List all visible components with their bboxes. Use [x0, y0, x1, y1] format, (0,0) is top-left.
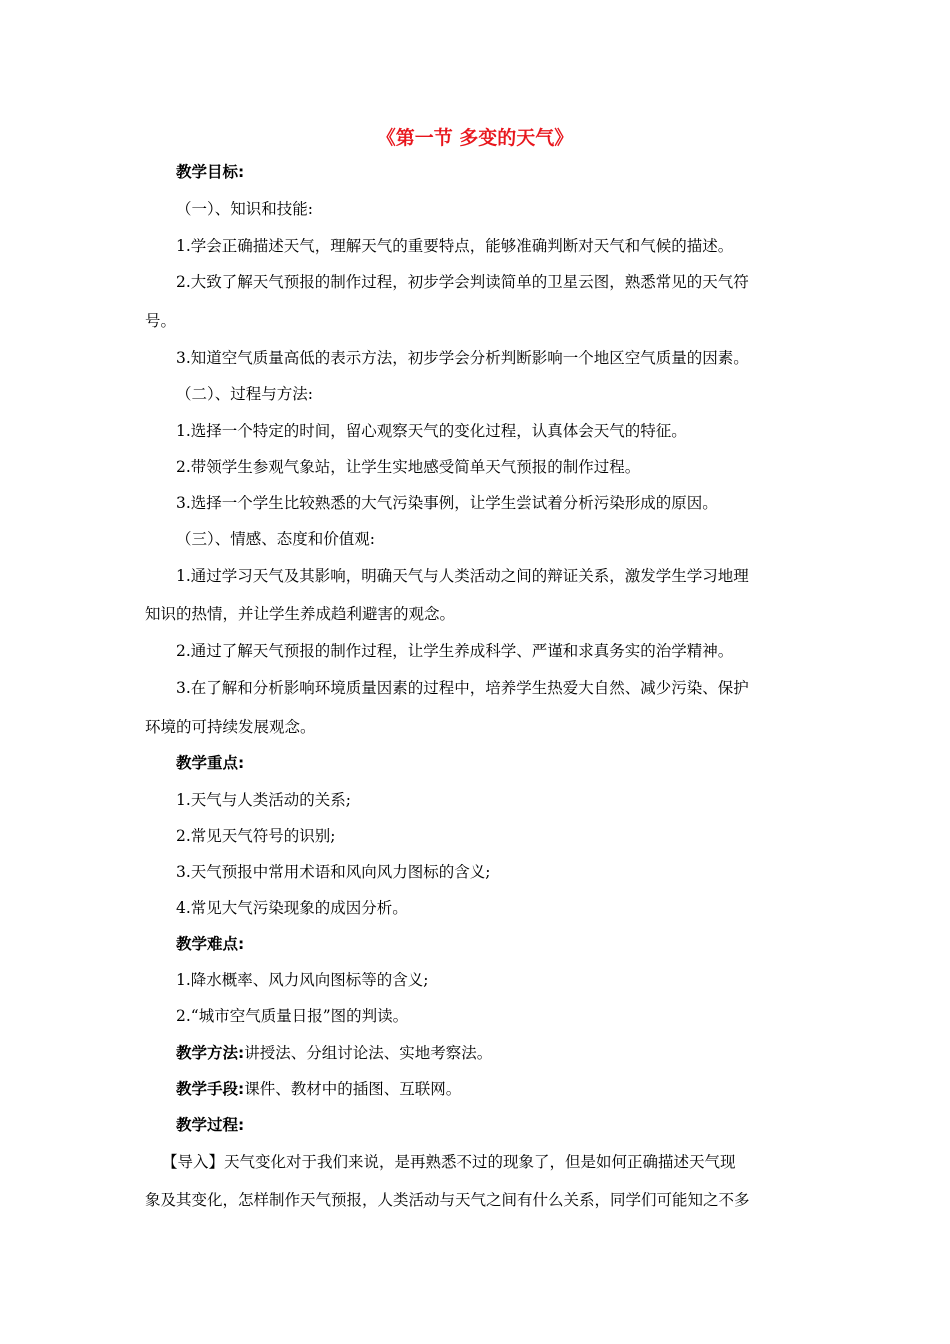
intro-label: 【导入】 — [162, 1153, 225, 1171]
methods-line — [176, 1041, 492, 1065]
intro-text-1: 天气变化对于我们来说，是再熟悉不过的现象了，但是如何正确描述天气现 — [224, 1153, 736, 1171]
knowledge-heading: （一）、知识和技能: — [176, 200, 313, 218]
key-points-heading: 教学重点: — [176, 754, 245, 772]
difficulties-heading: 教学难点: — [176, 935, 245, 953]
knowledge-item-2: 2.大致了解天气预报的制作过程，初步学会判读简单的卫星云图，熟悉常见的天气符 — [176, 273, 749, 291]
values-item-1: 1.通过学习天气及其影响，明确天气与人类活动之间的辩证关系，激发学生学习地理 — [176, 567, 749, 585]
objectives-heading: 教学目标: — [176, 163, 245, 181]
key-point-2: 2.常见天气符号的识别; — [176, 827, 336, 845]
values-heading: （三）、情感、态度和价值观: — [176, 530, 375, 548]
methods-label: 教学方法: — [176, 1044, 245, 1062]
difficulty-1: 1.降水概率、风力风向图标等的含义; — [176, 971, 429, 989]
values-item-3: 3.在了解和分析影响环境质量因素的过程中，培养学生热爱大自然、减少污染、保护 — [176, 679, 749, 697]
process-heading: （二）、过程与方法: — [176, 385, 313, 403]
values-item-2: 2.通过了解天气预报的制作过程，让学生养成科学、严谨和求真务实的治学精神。 — [176, 642, 734, 660]
process-item-3: 3.选择一个学生比较熟悉的大气污染事例，让学生尝试着分析污染形成的原因。 — [176, 494, 718, 512]
process-section-heading: 教学过程: — [176, 1116, 245, 1134]
means-label: 教学手段: — [176, 1080, 245, 1098]
knowledge-item-1: 1.学会正确描述天气，理解天气的重要特点，能够准确判断对天气和气候的描述。 — [176, 237, 734, 255]
knowledge-item-2-cont: 号。 — [145, 312, 177, 330]
intro-line-2: 象及其变化，怎样制作天气预报，人类活动与天气之间有什么关系，同学们可能知之不多 — [145, 1191, 750, 1209]
knowledge-item-3: 3.知道空气质量高低的表示方法，初步学会分析判断影响一个地区空气质量的因素。 — [176, 349, 749, 367]
key-point-4: 4.常见大气污染现象的成因分析。 — [176, 899, 408, 917]
methods-text: 讲授法、分组讨论法、实地考察法。 — [244, 1044, 493, 1062]
means-text: 课件、教材中的插图、互联网。 — [244, 1080, 462, 1098]
means-line — [176, 1077, 461, 1101]
key-point-1: 1.天气与人类活动的关系; — [176, 791, 352, 809]
key-point-3: 3.天气预报中常用术语和风向风力图标的含义; — [176, 863, 491, 881]
process-item-2: 2.带领学生参观气象站，让学生实地感受简单天气预报的制作过程。 — [176, 458, 641, 476]
document-title: 《第一节 多变的天气》 — [376, 127, 574, 149]
values-item-1-cont: 知识的热情，并让学生养成趋利避害的观念。 — [145, 605, 456, 623]
intro-line-1 — [162, 1150, 736, 1174]
values-item-3-cont: 环境的可持续发展观念。 — [145, 718, 316, 736]
difficulty-2: 2.“城市空气质量日报”图的判读。 — [176, 1007, 409, 1025]
process-item-1: 1.选择一个特定的时间，留心观察天气的变化过程，认真体会天气的特征。 — [176, 422, 687, 440]
